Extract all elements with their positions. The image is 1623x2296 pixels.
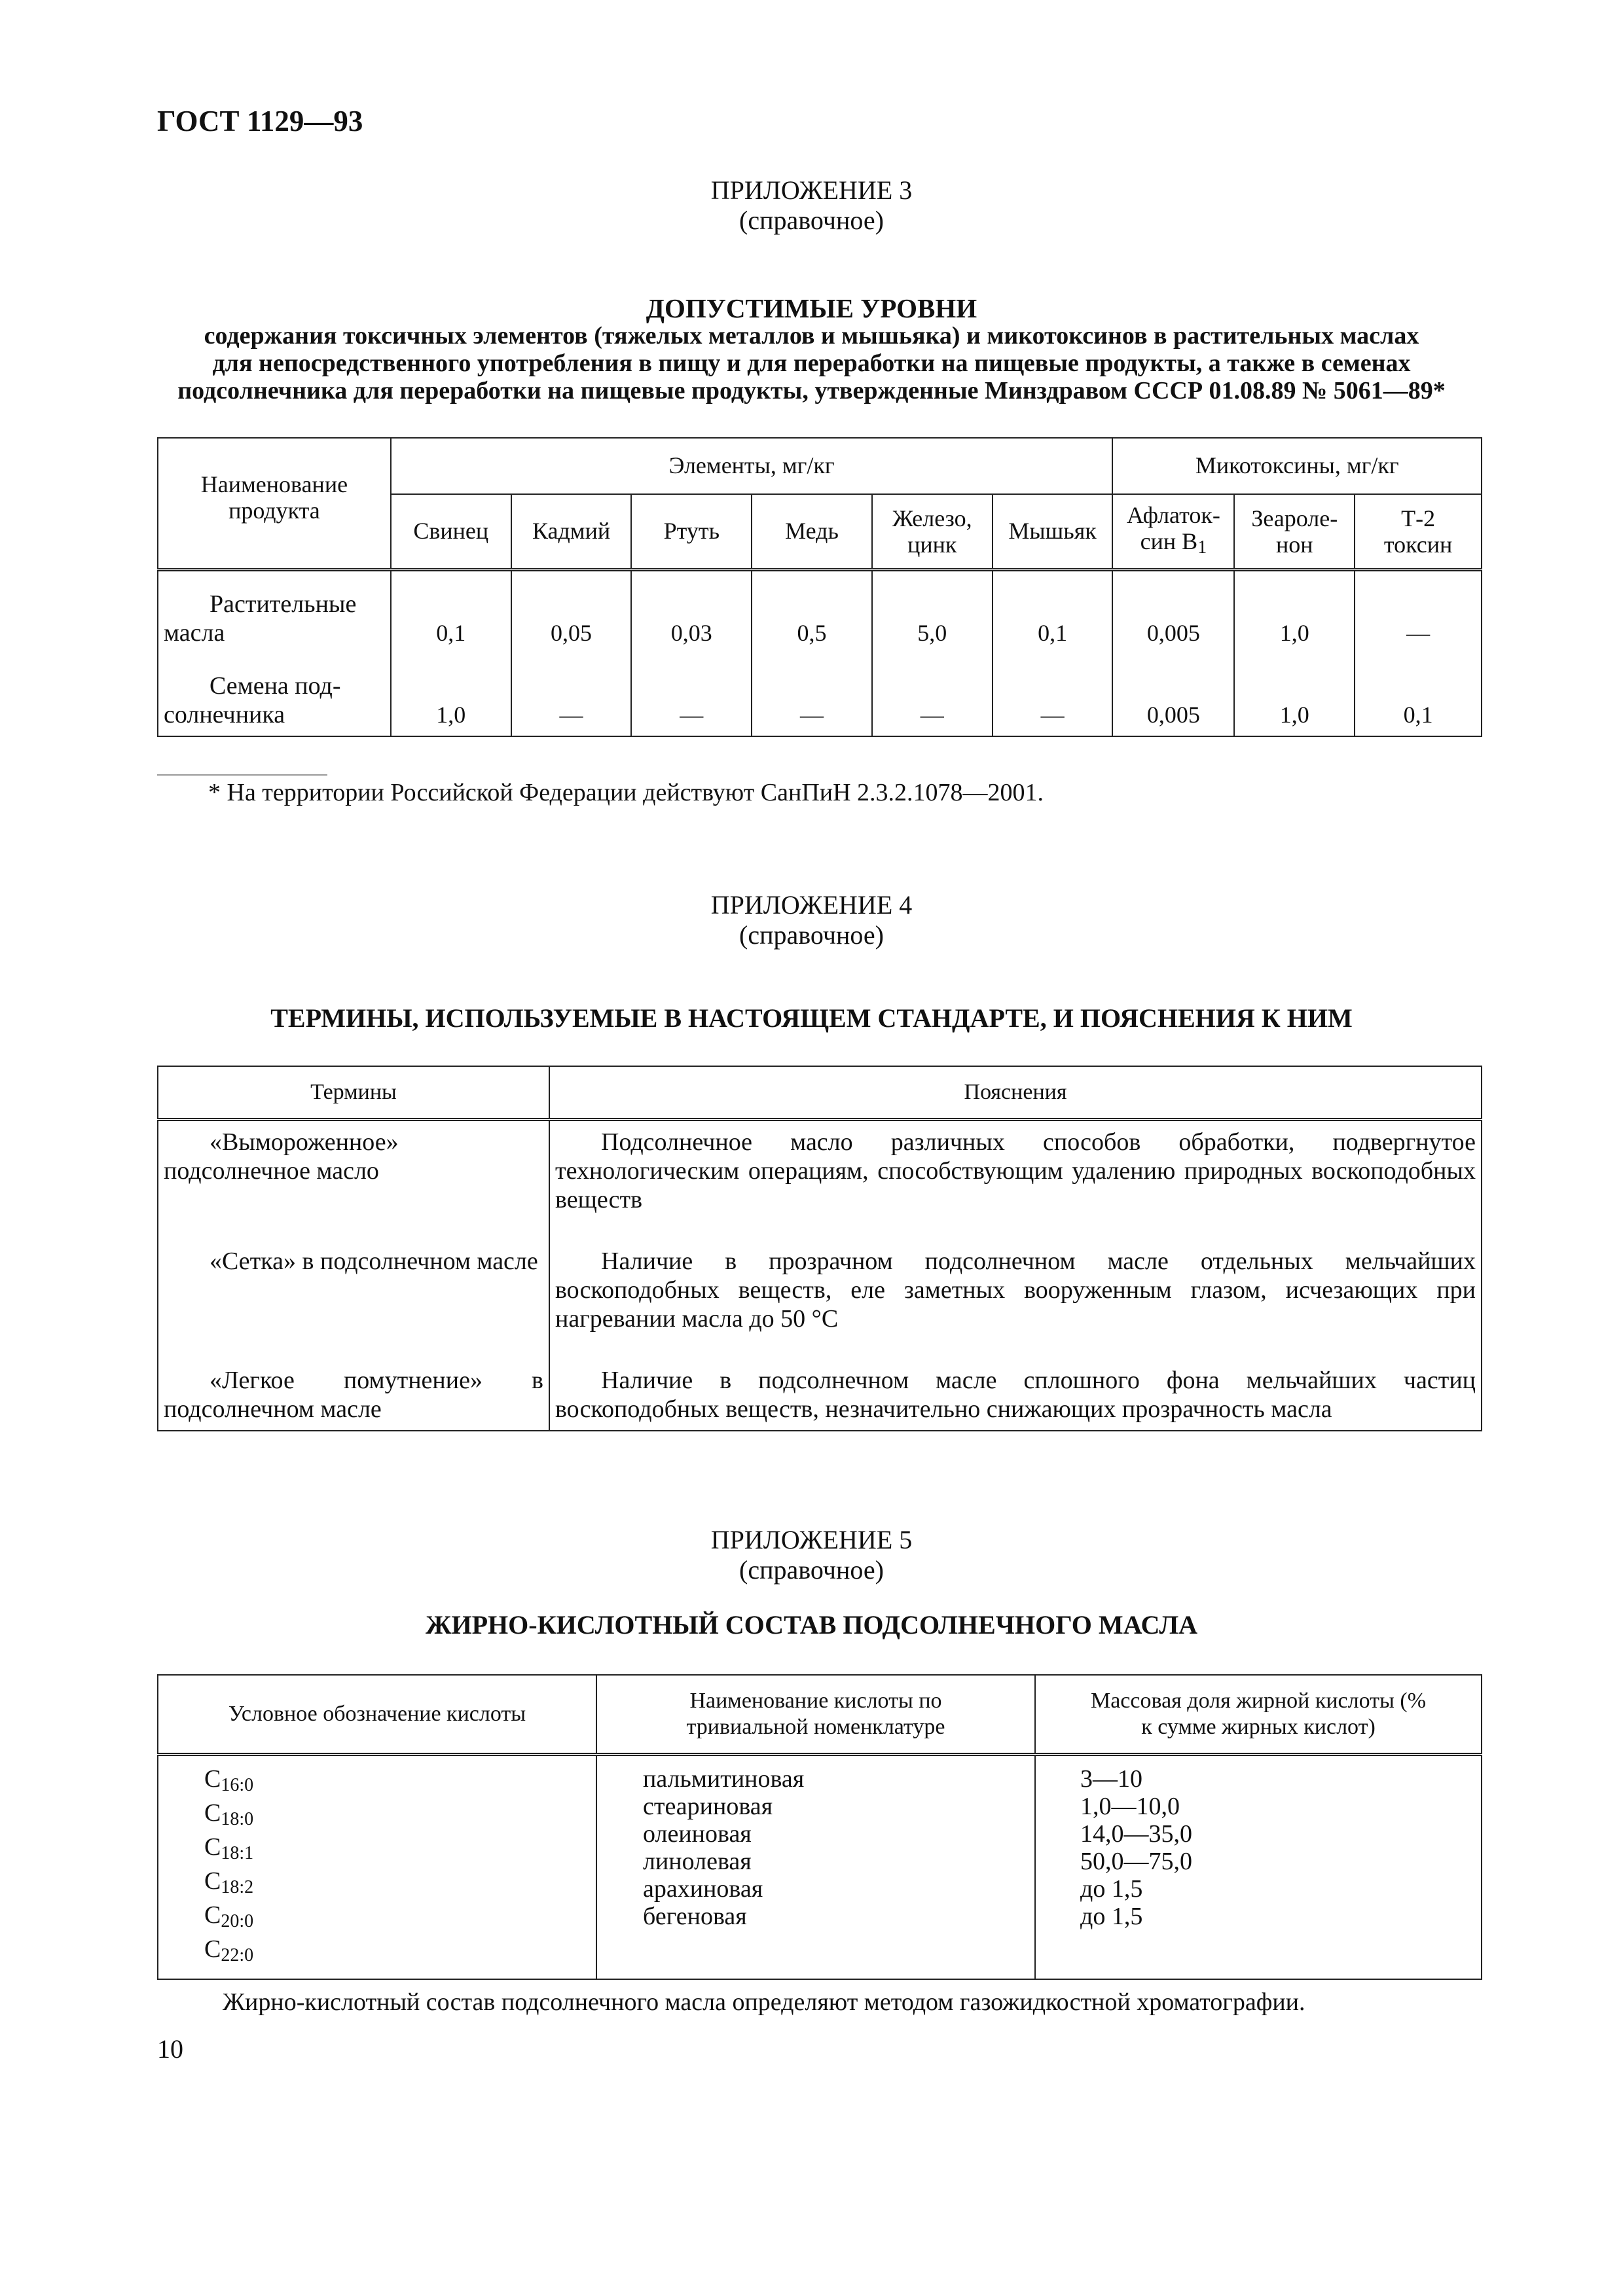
column-header: Свинец [391,494,511,570]
product-name: Семена под- солнечника [158,654,391,736]
column-header: Т-2 токсин [1355,494,1482,570]
table-row [158,570,1482,654]
appendix-5-title: ЖИРНО-КИСЛОТНЫЙ СОСТАВ ПОДСОЛНЕЧНОГО МАСЛА [425,1610,1198,1640]
acid-share: 14,0—35,0 [1080,1820,1192,1848]
acid-name: пальмитиновая [643,1765,805,1793]
acid-symbol-header: Условное обозначение кислоты [158,1675,596,1755]
acid-symbol: $C_{18:1}$ [204,1833,254,1863]
acid-share: 50,0—75,0 [1080,1848,1192,1875]
footnote: * На территории Российской Федерации действуют СанПиН 2.3.2.1078—2001. [208,779,1044,806]
cell: 1,0 [1234,654,1355,736]
cell: 0,1 [391,570,511,654]
appendix-label: ПРИЛОЖЕНИЕ 3 [710,175,913,205]
cell: 0,005 [1112,570,1234,654]
cell: — [872,654,993,736]
mycotoxins-group-header: Микотоксины, мг/кг [1112,438,1482,494]
title-main: ДОПУСТИМЫЕ УРОВНИ [646,293,977,323]
appendix-kind: (справочное) [739,1555,884,1585]
acid-share: 1,0—10,0 [1080,1793,1180,1820]
cell: 0,005 [1112,654,1234,736]
fatty-acid-table [157,1674,1482,1980]
acid-symbol: $C_{18:0}$ [204,1799,254,1829]
appendix-kind: (справочное) [739,206,884,235]
cell: — [993,654,1113,736]
page-number: 10 [157,2034,183,2064]
cell: — [1355,570,1482,654]
product-name: Растительные масла [158,570,391,654]
acid-name: бегеновая [643,1903,747,1930]
cell: — [511,654,632,736]
column-header: Медь [752,494,872,570]
explanations-column-header: Пояснения [549,1066,1482,1120]
explanation: Наличие в подсолнечном масле сплошного фона мельчайших частиц воскоподобных веществ, незначительно снижающих прозрачность масла [549,1366,1482,1431]
appendix-4-title: ТЕРМИНЫ, ИСПОЛЬЗУЕМЫЕ В НАСТОЯЩЕМ СТАНДАРТЕ, И ПОЯСНЕНИЯ К НИМ [270,1003,1353,1033]
acid-share: 3—10 [1080,1765,1142,1793]
table-row [158,1755,1482,1980]
table-row [158,1120,1482,1215]
acid-name: арахиновая [643,1875,763,1903]
column-header: Мышьяк [993,494,1113,570]
appendix-4-heading [0,890,1623,950]
term: «Сетка» в подсолнечном масле [158,1247,549,1333]
cell: 0,5 [752,570,872,654]
cell: — [752,654,872,736]
acid-name: стеариновая [643,1793,773,1820]
subtitle-line: содержания токсичных элементов (тяжелых металлов и мышьяка) и микотоксинов в растительных маслах [204,322,1419,350]
mass-share-header: Массовая доля жирной кислоты (% к сумме жирных кислот) [1035,1675,1482,1755]
column-header: Афлаток- син $B_1$ [1112,494,1234,570]
acid-name-header: Наименование кислоты по тривиальной номенклатуре [596,1675,1035,1755]
table-row [158,1366,1482,1431]
product-header: Наименование продукта [158,438,391,570]
subtitle-line: подсолнечника для переработки на пищевые продукты, утвержденные Минздравом СССР 01.08.89 № 5061—89* [177,377,1446,404]
column-header: Железо, цинк [872,494,993,570]
cell: 0,1 [1355,654,1482,736]
acid-share: до 1,5 [1080,1875,1143,1903]
table-row [158,654,1482,736]
acid-share: до 1,5 [1080,1903,1143,1930]
appendix-kind: (справочное) [739,920,884,950]
toxic-levels-table [157,437,1482,737]
acid-symbols [158,1755,596,1980]
appendix-label: ПРИЛОЖЕНИЕ 4 [710,890,913,920]
terms-table [157,1066,1482,1431]
cell: 0,03 [631,570,752,654]
term: «Легкое помутнение» в подсолнечном масле [158,1366,549,1431]
acid-symbol: $C_{22:0}$ [204,1935,254,1965]
appendix-3-title [131,295,1492,404]
document-id: ГОСТ 1129—93 [157,105,363,137]
cell: 0,05 [511,570,632,654]
cell: 1,0 [391,654,511,736]
acid-shares [1035,1755,1482,1980]
cell: 5,0 [872,570,993,654]
column-header: Зеароле- нон [1234,494,1355,570]
cell: 1,0 [1234,570,1355,654]
term: «Вымороженное» подсолнечное масло [158,1120,549,1215]
cell: — [631,654,752,736]
elements-group-header: Элементы, мг/кг [391,438,1113,494]
explanation: Наличие в прозрачном подсолнечном масле отдельных мельчайших воскоподобных веществ, еле заметных вооруженным глазом, исчезающих при нагревании масла до 50 °С [549,1247,1482,1333]
subtitle-line: для непосредственного употребления в пищу и для переработки на пищевые продукты, а также в семенах [212,350,1411,377]
acid-symbol: $C_{18:2}$ [204,1867,254,1897]
appendix-label: ПРИЛОЖЕНИЕ 5 [710,1525,913,1554]
footnote-divider [157,774,327,776]
acid-names [596,1755,1035,1980]
column-header: Ртуть [631,494,752,570]
column-header: Кадмий [511,494,632,570]
explanation: Подсолнечное масло различных способов обработки, подвергнутое технологическим операциям, способствующим удалению природных воскоподобных веществ [549,1120,1482,1215]
acid-symbol: $C_{20:0}$ [204,1901,254,1931]
terms-column-header: Термины [158,1066,549,1120]
acid-symbol: $C_{16:0}$ [204,1765,254,1795]
table-row [158,1247,1482,1333]
acid-name: линолевая [643,1848,752,1875]
acid-name: олеиновая [643,1820,752,1848]
appendix-5-heading [0,1525,1623,1585]
cell: 0,1 [993,570,1113,654]
closing-note: Жирно-кислотный состав подсолнечного масла определяют методом газожидкостной хроматографии. [223,1988,1305,2016]
appendix-3-heading [0,175,1623,236]
